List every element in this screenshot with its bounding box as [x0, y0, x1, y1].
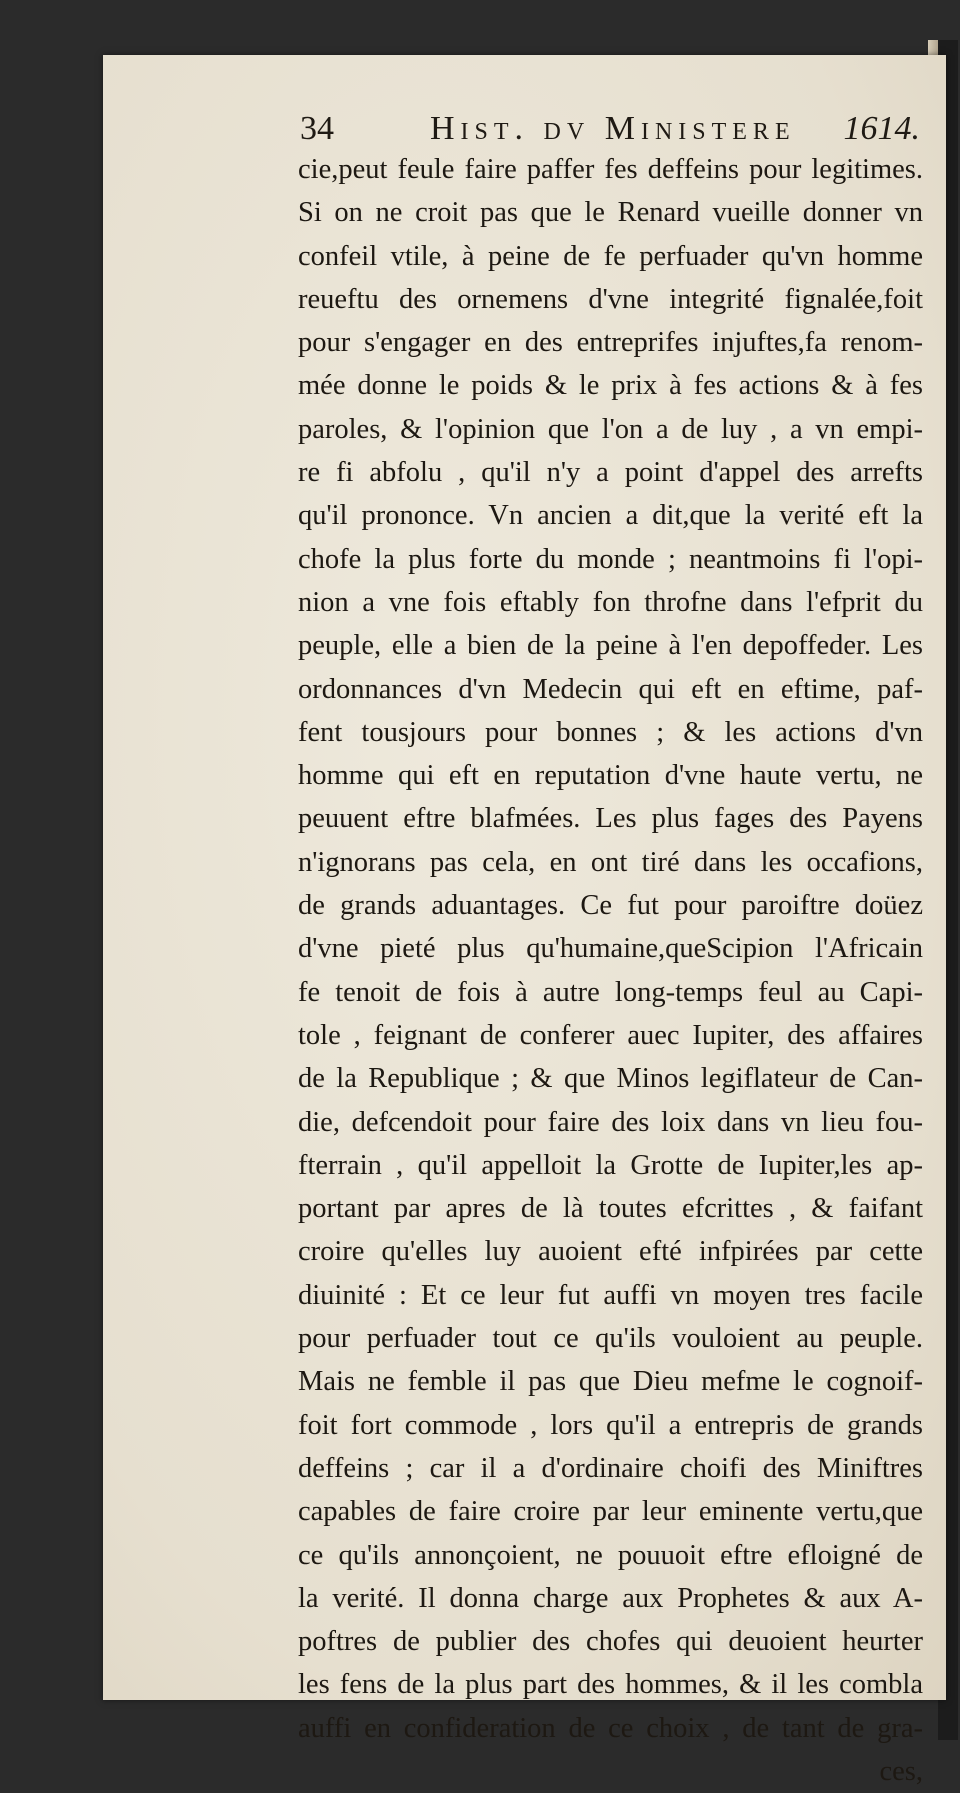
text-line: mée donne le poids & le prix à fes actions & à fes: [298, 370, 923, 402]
text-line: qu'il prononce. Vn ancien a dit,que la verité eft la: [298, 500, 923, 532]
text-line: foit fort commode , lors qu'il a entrepris de grands: [298, 1409, 923, 1441]
text-line: capables de faire croire par leur eminente vertu,que: [298, 1496, 923, 1528]
text-line: deffeins ; car il a d'ordinaire choifi des Miniftres: [298, 1452, 923, 1484]
text-line: d'vne pieté plus qu'humaine,queScipion l'Africain: [298, 933, 923, 965]
text-line: ce qu'ils annonçoient, ne pouuoit eftre efloigné de: [298, 1539, 923, 1571]
text-line: paroles, & l'opinion que l'on a de luy , a vn empi-: [298, 413, 923, 445]
text-line: poftres de publier des chofes qui deuoient heurter: [298, 1626, 923, 1658]
page-number: 34: [300, 110, 334, 147]
text-line: fterrain , qu'il appelloit la Grotte de Iupiter,les ap-: [298, 1149, 923, 1181]
body-text: [298, 148, 923, 1793]
text-line: nion a vne fois eftably fon throfne dans l'efprit du: [298, 586, 923, 618]
text-line: homme qui eft en reputation d'vne haute vertu, ne: [298, 760, 923, 792]
text-line: auffi en confideration de ce choix , de tant de gra-: [298, 1712, 923, 1744]
text-line: fent tousjours pour bonnes ; & les actions d'vn: [298, 716, 923, 748]
text-line: chofe la plus forte du monde ; neantmoins fi l'opi-: [298, 543, 923, 575]
text-line: tole , feignant de conferer auec Iupiter, des affaires: [298, 1019, 923, 1051]
text-line: peuple, elle a bien de la peine à l'en depoffeder. Les: [298, 630, 923, 662]
text-line: portant par apres de là toutes efcrittes , & faifant: [298, 1193, 923, 1225]
text-line: peuuent eftre blafmées. Les plus fages des Payens: [298, 803, 923, 835]
text-line: de grands aduantages. Ce fut pour paroiftre doüez: [298, 890, 923, 922]
text-line: les fens de la plus part des hommes, & il les combla: [298, 1669, 923, 1701]
text-line: pour s'engager en des entreprifes injuftes,fa renom-: [298, 327, 923, 359]
text-line: Si on ne croit pas que le Renard vueille donner vn: [298, 197, 923, 229]
text-line: ordonnances d'vn Medecin qui eft en eftime, paf-: [298, 673, 923, 705]
text-line: confeil vtile, à peine de fe perfuader qu'vn homme: [298, 240, 923, 272]
text-line: croire qu'elles luy auoient efté infpirées par cette: [298, 1236, 923, 1268]
text-line: reueftu des ornemens d'vne integrité fignalée,foit: [298, 283, 923, 315]
text-line: pour perfuader tout ce qu'ils vouloient au peuple.: [298, 1323, 923, 1355]
text-line: cie,peut feule faire paffer fes deffeins pour legitimes.: [298, 154, 923, 185]
text-line: die, defcendoit pour faire des loix dans vn lieu fou-: [298, 1106, 923, 1138]
text-line: de la Republique ; & que Minos legiflateur de Can-: [298, 1063, 923, 1095]
text-line: la verité. Il donna charge aux Prophetes & aux A-: [298, 1582, 923, 1614]
text-line: n'ignorans pas cela, en ont tiré dans les occafions,: [298, 846, 923, 878]
catchword: ces,: [879, 1755, 923, 1787]
header-year: 1614.: [843, 110, 920, 147]
running-title: Hist. dv Ministere: [430, 110, 796, 147]
text-line: Mais ne femble il pas que Dieu mefme le cognoif-: [298, 1366, 923, 1398]
text-line: re fi abfolu , qu'il n'y a point d'appel des arrefts: [298, 457, 923, 489]
text-line: diuinité : Et ce leur fut auffi vn moyen tres facile: [298, 1279, 923, 1311]
text-line: fe tenoit de fois à autre long-temps feul au Capi-: [298, 976, 923, 1008]
